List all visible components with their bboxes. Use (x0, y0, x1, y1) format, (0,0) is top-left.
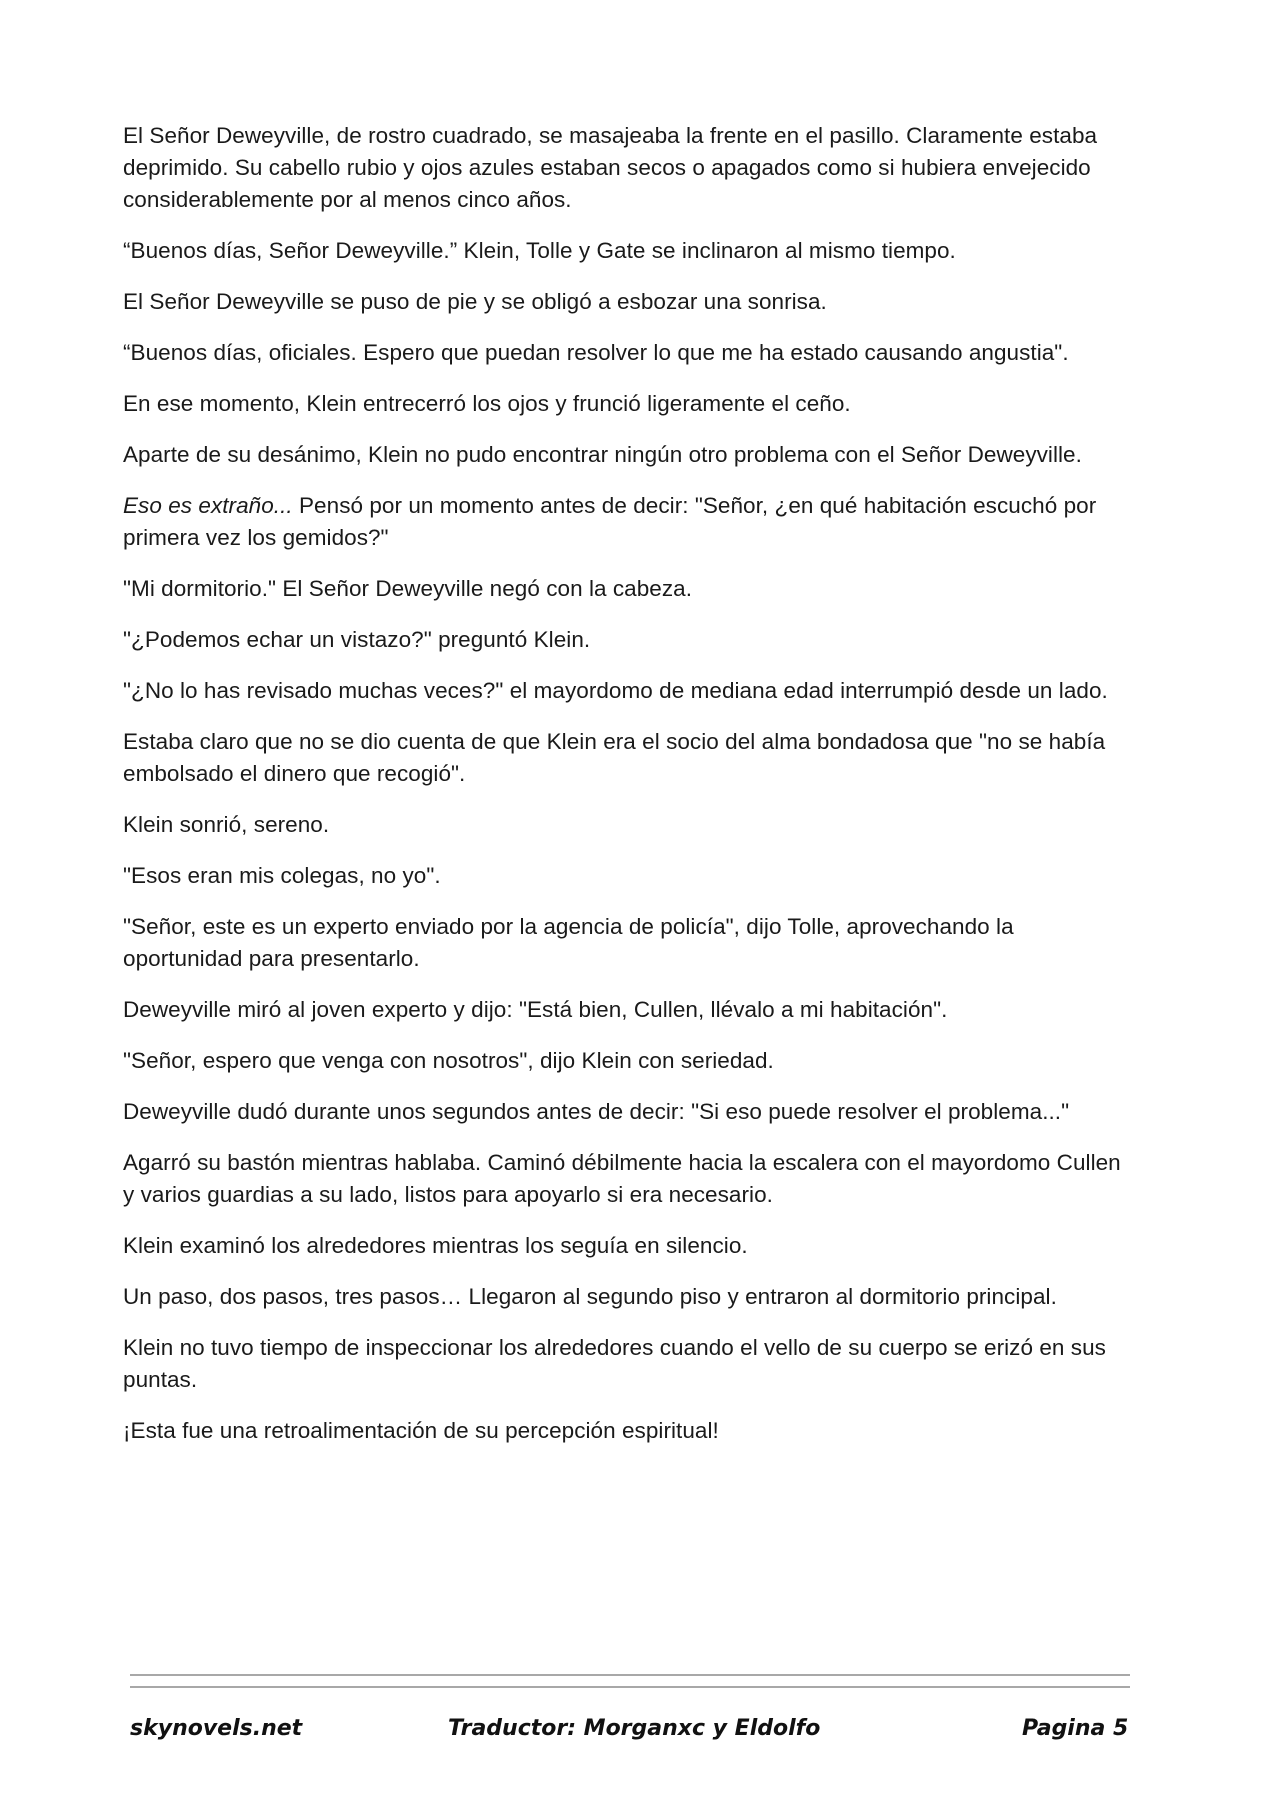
paragraph-7 (123, 490, 1133, 554)
footer-page-number: Pagina 5 (1022, 1716, 1129, 1741)
paragraph-14: "Señor, este es un experto enviado por la agencia de policía", dijo Tolle, aprovechando la oportunidad para presentarlo. (123, 914, 1014, 971)
paragraph-19: Klein examinó los alrededores mientras los seguía en silencio. (123, 1233, 748, 1258)
paragraph-4: “Buenos días, oficiales. Espero que puedan resolver lo que me ha estado causando angustia". (123, 340, 1069, 365)
paragraph-6: Aparte de su desánimo, Klein no pudo encontrar ningún otro problema con el Señor Deweyville. (123, 442, 1082, 467)
paragraph-13: "Esos eran mis colegas, no yo". (123, 863, 441, 888)
paragraph-9: "¿Podemos echar un vistazo?" preguntó Klein. (123, 627, 591, 652)
paragraph-15: Deweyville miró al joven experto y dijo: "Está bien, Cullen, llévalo a mi habitación". (123, 997, 948, 1022)
paragraph-3: El Señor Deweyville se puso de pie y se obligó a esbozar una sonrisa. (123, 289, 827, 314)
paragraph-11: Estaba claro que no se dio cuenta de que Klein era el socio del alma bondadosa que "no se había embolsado el dinero que recogió". (123, 729, 1106, 786)
paragraph-5: En ese momento, Klein entrecerró los ojos y frunció ligeramente el ceño. (123, 391, 851, 416)
paragraph-1: El Señor Deweyville, de rostro cuadrado, se masajeaba la frente en el pasillo. Claramente estaba deprimido. Su cabello rubio y ojos azules estaban secos o apagados como si hubiera envejecido considerablemente por al menos cinco años. (123, 123, 1098, 212)
paragraph-16: "Señor, espero que venga con nosotros", dijo Klein con seriedad. (123, 1048, 774, 1073)
paragraph-2: “Buenos días, Señor Deweyville.” Klein, Tolle y Gate se inclinaron al mismo tiempo. (123, 238, 956, 263)
paragraph-18: Agarró su bastón mientras hablaba. Caminó débilmente hacia la escalera con el mayordomo Cullen y varios guardias a su lado, listos para apoyarlo si era necesario. (123, 1150, 1121, 1207)
paragraph-10: "¿No lo has revisado muchas veces?" el mayordomo de mediana edad interrumpió desde un lado. (123, 678, 1108, 703)
paragraph-22: ¡Esta fue una retroalimentación de su percepción espiritual! (123, 1418, 719, 1443)
paragraph-21: Klein no tuvo tiempo de inspeccionar los alrededores cuando el vello de su cuerpo se erizó en sus puntas. (123, 1335, 1106, 1392)
paragraph-17: Deweyville dudó durante unos segundos antes de decir: "Si eso puede resolver el problema..." (123, 1099, 1070, 1124)
footer-divider-bottom (130, 1686, 1130, 1688)
paragraph-20: Un paso, dos pasos, tres pasos… Llegaron al segundo piso y entraron al dormitorio principal. (123, 1284, 1057, 1309)
footer-translator-credit: Traductor: Morganxc y Eldolfo (448, 1716, 821, 1741)
footer-site-name: skynovels.net (130, 1716, 303, 1741)
footer-divider-top (130, 1674, 1130, 1676)
italic-phrase: Eso es extraño... (123, 493, 293, 518)
paragraph-8: "Mi dormitorio." El Señor Deweyville negó con la cabeza. (123, 576, 693, 601)
paragraph-7-text: Pensó por un momento antes de decir: "Señor, ¿en qué habitación escuchó por primera vez los gemidos?" (123, 493, 1097, 550)
paragraph-12: Klein sonrió, sereno. (123, 812, 330, 837)
page-body (123, 120, 1133, 1466)
